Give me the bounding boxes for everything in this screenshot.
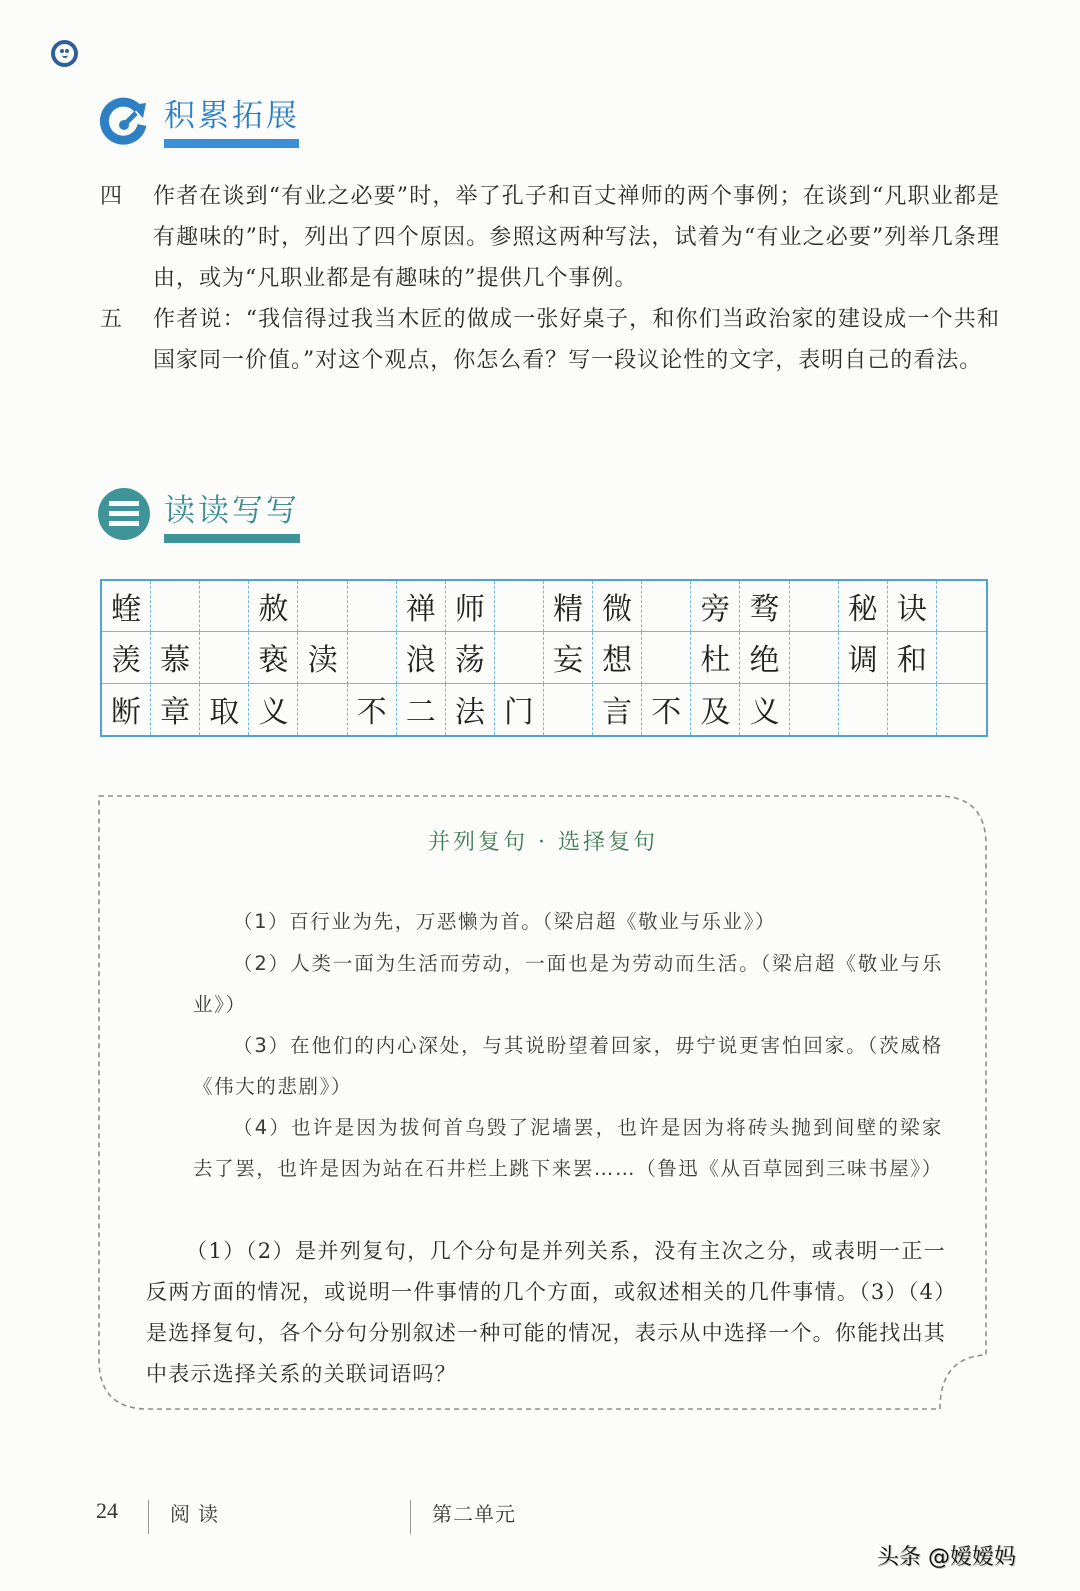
grid-cell bbox=[495, 632, 544, 683]
circular-arrow-icon bbox=[98, 95, 150, 147]
grid-cell bbox=[790, 684, 839, 735]
grid-cell: 和 bbox=[888, 632, 937, 683]
grid-cell: 秘 bbox=[839, 581, 888, 632]
section-header-accumulate bbox=[98, 95, 300, 135]
grid-cell: 门 bbox=[495, 684, 544, 735]
footer-divider bbox=[148, 1500, 149, 1534]
grid-cell: 蝰 bbox=[102, 581, 151, 632]
grid-cell bbox=[937, 581, 986, 632]
grid-cell bbox=[298, 581, 347, 632]
question-4 bbox=[100, 176, 1000, 299]
grid-cell bbox=[642, 632, 691, 683]
example-1: （1）百行业为先，万恶懒为首。（梁启超《敬业与乐业》） bbox=[233, 910, 777, 933]
grid-cell: 浪 bbox=[397, 632, 446, 683]
grid-cell bbox=[200, 581, 249, 632]
grid-cell: 断 bbox=[102, 684, 151, 735]
grid-cell bbox=[200, 632, 249, 683]
grid-cell: 义 bbox=[249, 684, 298, 735]
character-grid bbox=[100, 579, 988, 737]
question-number: 四 bbox=[100, 184, 123, 209]
grid-cell: 慕 bbox=[151, 632, 200, 683]
footer-divider bbox=[410, 1500, 411, 1534]
note-title: 并列复句 · 选择复句 bbox=[428, 830, 658, 855]
grammar-note-box bbox=[98, 795, 988, 1410]
grid-cell bbox=[642, 581, 691, 632]
section-title: 读读写写 bbox=[164, 493, 300, 529]
grid-cell: 荡 bbox=[446, 632, 495, 683]
grid-cell bbox=[495, 581, 544, 632]
grid-cell bbox=[544, 684, 593, 735]
example-4: （4）也许是因为拔何首乌毁了泥墙罢，也许是因为将砖头抛到间壁的梁家去了罢，也许是因为站在石井栏上跳下来罢……（鲁迅《从百草园到三味书屋》） bbox=[193, 1116, 943, 1180]
three-lines-circle-icon bbox=[98, 488, 150, 540]
title-underline bbox=[164, 139, 299, 148]
grid-cell bbox=[888, 684, 937, 735]
page-number: 24 bbox=[96, 1498, 118, 1523]
footer-unit: 第二单元 bbox=[432, 1502, 516, 1526]
grid-cell: 赦 bbox=[249, 581, 298, 632]
grid-cell: 微 bbox=[593, 581, 642, 632]
question-number: 五 bbox=[100, 307, 123, 332]
section-header-read-write bbox=[98, 488, 300, 530]
grid-cell bbox=[839, 684, 888, 735]
grid-cell: 绝 bbox=[740, 632, 789, 683]
grid-cell: 亵 bbox=[249, 632, 298, 683]
grid-cell bbox=[937, 684, 986, 735]
title-underline bbox=[164, 534, 300, 543]
grid-cell: 不 bbox=[348, 684, 397, 735]
example-3: （3）在他们的内心深处，与其说盼望着回家，毋宁说更害怕回家。（茨威格《伟大的悲剧》） bbox=[193, 1034, 943, 1098]
grid-cell: 调 bbox=[839, 632, 888, 683]
grid-cell: 禅 bbox=[397, 581, 446, 632]
grid-cell: 义 bbox=[740, 684, 789, 735]
grid-cell bbox=[790, 581, 839, 632]
question-text: 作者在谈到“有业之必要”时，举了孔子和百丈禅师的两个事例；在谈到“凡职业都是有趣味的”时，列出了四个原因。参照这两种写法，试着为“有业之必要”列举几条理由，或为“凡职业都是有趣味的”提供几个事例。 bbox=[153, 184, 1000, 291]
footer-section: 阅读 bbox=[170, 1502, 226, 1526]
grid-cell: 及 bbox=[691, 684, 740, 735]
grid-cell: 章 bbox=[151, 684, 200, 735]
question-text: 作者说：“我信得过我当木匠的做成一张好桌子，和你们当政治家的建设成一个共和国家同一价值。”对这个观点，你怎么看？写一段议论性的文字，表明自己的看法。 bbox=[153, 307, 1000, 373]
watermark: 头条 @嫒嫒妈 bbox=[877, 1545, 1016, 1570]
grid-cell: 师 bbox=[446, 581, 495, 632]
grid-cell: 取 bbox=[200, 684, 249, 735]
grid-cell: 二 bbox=[397, 684, 446, 735]
grid-cell bbox=[348, 581, 397, 632]
smiley-face-icon bbox=[51, 40, 78, 67]
grid-cell bbox=[298, 684, 347, 735]
grid-cell: 妄 bbox=[544, 632, 593, 683]
grid-cell: 言 bbox=[593, 684, 642, 735]
grid-cell: 精 bbox=[544, 581, 593, 632]
grid-cell bbox=[790, 632, 839, 683]
section-title: 积累拓展 bbox=[164, 98, 300, 134]
grid-cell bbox=[937, 632, 986, 683]
grid-cell: 不 bbox=[642, 684, 691, 735]
note-summary: （1）（2）是并列复句，几个分句是并列关系，没有主次之分，或表明一正一反两方面的情况，或说明一件事情的几个方面，或叙述相关的几件事情。（3）（4）是选择复句，各个分句分别叙述一种可能的情况，表示从中选择一个。你能找出其中表示选择关系的关联词语吗？ bbox=[146, 1239, 946, 1386]
grid-cell: 杜 bbox=[691, 632, 740, 683]
grid-cell: 诀 bbox=[888, 581, 937, 632]
grid-cell: 旁 bbox=[691, 581, 740, 632]
grid-cell: 想 bbox=[593, 632, 642, 683]
grid-cell bbox=[151, 581, 200, 632]
grid-cell: 法 bbox=[446, 684, 495, 735]
example-2: （2）人类一面为生活而劳动，一面也是为劳动而生活。（梁启超《敬业与乐业》） bbox=[193, 952, 943, 1016]
grid-cell: 羡 bbox=[102, 632, 151, 683]
grid-cell bbox=[348, 632, 397, 683]
question-5 bbox=[100, 299, 1000, 381]
grid-cell: 渎 bbox=[298, 632, 347, 683]
grid-cell: 骛 bbox=[740, 581, 789, 632]
